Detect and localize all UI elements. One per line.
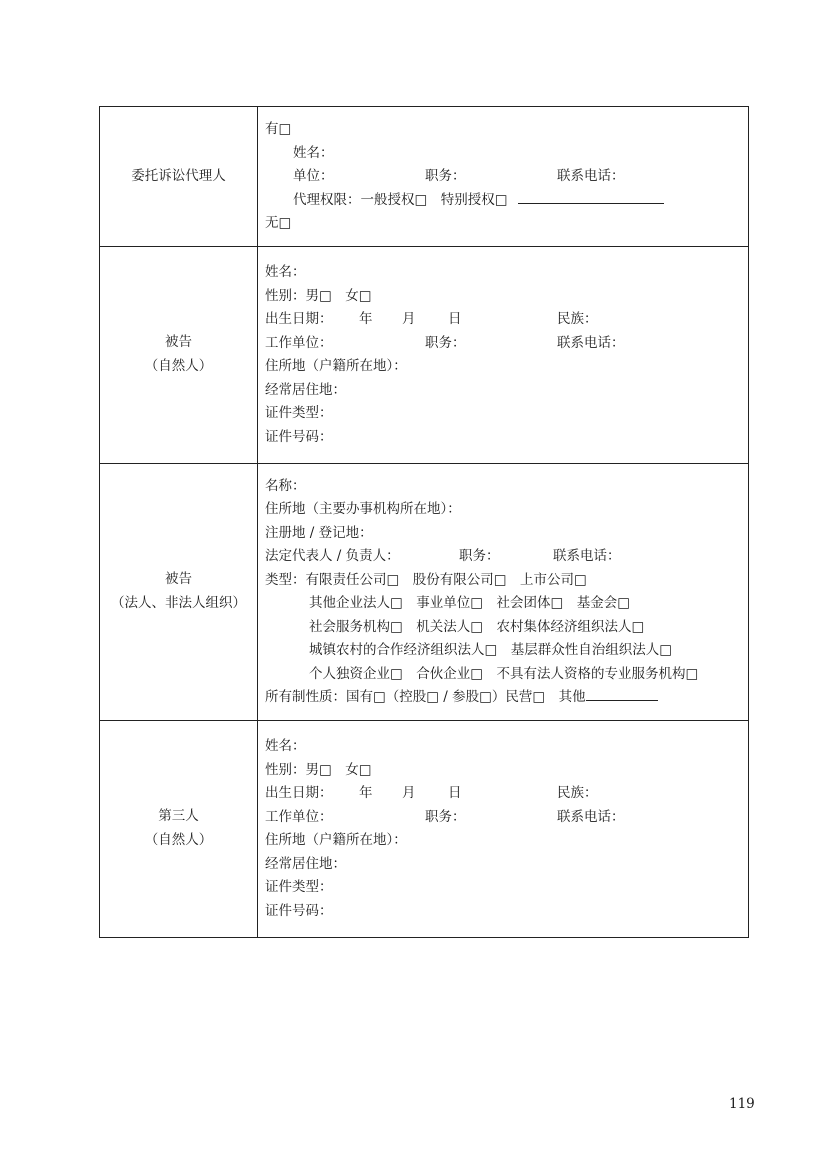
defendant-person-year: 年: [359, 311, 373, 327]
third-party-birth-field: 出生日期：: [265, 785, 333, 801]
third-party-work-line: [265, 806, 748, 830]
defendant-person-content: [258, 246, 749, 463]
defendant-person-month: 月: [402, 311, 416, 327]
defendant-org-label-subtitle: （法人、非法人组织）: [111, 594, 246, 611]
defendant-person-workplace-field: 工作单位：: [265, 334, 333, 351]
defendant-person-domicile-field: 住所地（户籍所在地）：: [265, 358, 407, 374]
agent-name-field: 姓名：: [293, 144, 334, 161]
third-party-position-field: 职务：: [425, 808, 466, 825]
defendant-org-type-options-2[interactable]: 其他企业法人□ 事业单位□ 社会团体□ 基金会□: [309, 595, 631, 611]
third-party-day: 日: [448, 785, 462, 801]
agent-label: [100, 107, 258, 247]
complaint-form-table: [99, 106, 749, 938]
third-party-residence-field: 经常居住地：: [265, 855, 346, 872]
agent-unit-field: 单位：: [293, 168, 334, 184]
defendant-org-phone-field: 联系电话：: [553, 548, 621, 564]
defendant-person-row: [100, 246, 749, 463]
defendant-org-type-options-3[interactable]: 社会服务机构□ 机关法人□ 农村集体经济组织法人□: [309, 618, 645, 635]
third-party-name-field: 姓名：: [265, 738, 306, 754]
third-party-domicile-field: 住所地（户籍所在地）：: [265, 832, 407, 848]
agent-label-text: 委托诉讼代理人: [131, 167, 226, 184]
defendant-person-id-number-field: 证件号码：: [265, 428, 333, 445]
agent-content: [258, 107, 749, 247]
third-party-year: 年: [359, 785, 373, 801]
defendant-person-ethnicity-field: 民族：: [557, 311, 598, 327]
defendant-person-label-subtitle: （自然人）: [144, 357, 213, 374]
third-party-label-title: 第三人: [158, 808, 199, 824]
third-party-month: 月: [402, 785, 416, 801]
third-party-workplace-field: 工作单位：: [265, 808, 333, 825]
defendant-org-ownership-other-blank[interactable]: [586, 686, 658, 701]
defendant-person-birth-line: [265, 308, 748, 332]
defendant-person-label-title: 被告: [165, 334, 192, 350]
third-party-id-number-field: 证件号码：: [265, 902, 333, 919]
third-party-gender-options[interactable]: 性别：男□ 女□: [265, 761, 372, 778]
defendant-person-gender-options[interactable]: 性别：男□ 女□: [265, 287, 372, 304]
defendant-org-ownership-line: [265, 686, 748, 710]
defendant-org-ownership-options[interactable]: 所有制性质：国有□（控股□ / 参股□）民营□ 其他: [265, 689, 586, 705]
third-party-label-subtitle: （自然人）: [144, 831, 213, 848]
defendant-org-rep-line: [265, 545, 748, 569]
third-party-row: [100, 720, 749, 937]
defendant-person-day: 日: [448, 311, 462, 327]
agent-authority-blank[interactable]: [518, 189, 664, 204]
defendant-org-position-field: 职务：: [459, 548, 500, 564]
defendant-org-registered-field: 注册地 / 登记地：: [265, 524, 373, 541]
third-party-id-type-field: 证件类型：: [265, 879, 333, 895]
agent-phone-field: 联系电话：: [557, 168, 625, 184]
defendant-person-residence-field: 经常居住地：: [265, 381, 346, 398]
defendant-org-name-field: 名称：: [265, 477, 306, 494]
defendant-person-position-field: 职务：: [425, 334, 466, 351]
defendant-person-work-line: [265, 332, 748, 356]
third-party-content: [258, 720, 749, 937]
agent-authority-options[interactable]: 代理权限：一般授权□ 特别授权□: [293, 191, 508, 208]
defendant-person-label: [100, 246, 258, 463]
defendant-person-name-field: 姓名：: [265, 264, 306, 280]
defendant-person-birth-field: 出生日期：: [265, 311, 333, 327]
agent-row: [100, 107, 749, 247]
third-party-label: [100, 720, 258, 937]
agent-has-option[interactable]: 有□: [265, 121, 292, 137]
agent-position-field: 职务：: [425, 168, 466, 184]
defendant-org-label-title: 被告: [165, 571, 192, 587]
defendant-org-type-options-5[interactable]: 个人独资企业□ 合伙企业□ 不具有法人资格的专业服务机构□: [309, 665, 699, 682]
page-number: 119: [729, 1096, 755, 1112]
third-party-phone-field: 联系电话：: [557, 808, 625, 825]
defendant-org-domicile-field: 住所地（主要办事机构所在地）：: [265, 501, 461, 517]
defendant-org-row: [100, 463, 749, 720]
defendant-person-id-type-field: 证件类型：: [265, 405, 333, 421]
agent-unit-line: [265, 165, 748, 189]
defendant-org-label: [100, 463, 258, 720]
third-party-birth-line: [265, 782, 748, 806]
defendant-org-content: [258, 463, 749, 720]
agent-none-option[interactable]: 无□: [265, 215, 292, 231]
defendant-org-rep-field: 法定代表人 / 负责人：: [265, 548, 400, 564]
agent-authority-line: [265, 189, 748, 213]
defendant-person-phone-field: 联系电话：: [557, 334, 625, 351]
defendant-org-type-options-4[interactable]: 城镇农村的合作经济组织法人□ 基层群众性自治组织法人□: [309, 642, 673, 658]
defendant-org-type-options-1[interactable]: 类型：有限责任公司□ 股份有限公司□ 上市公司□: [265, 571, 587, 588]
third-party-ethnicity-field: 民族：: [557, 785, 598, 801]
